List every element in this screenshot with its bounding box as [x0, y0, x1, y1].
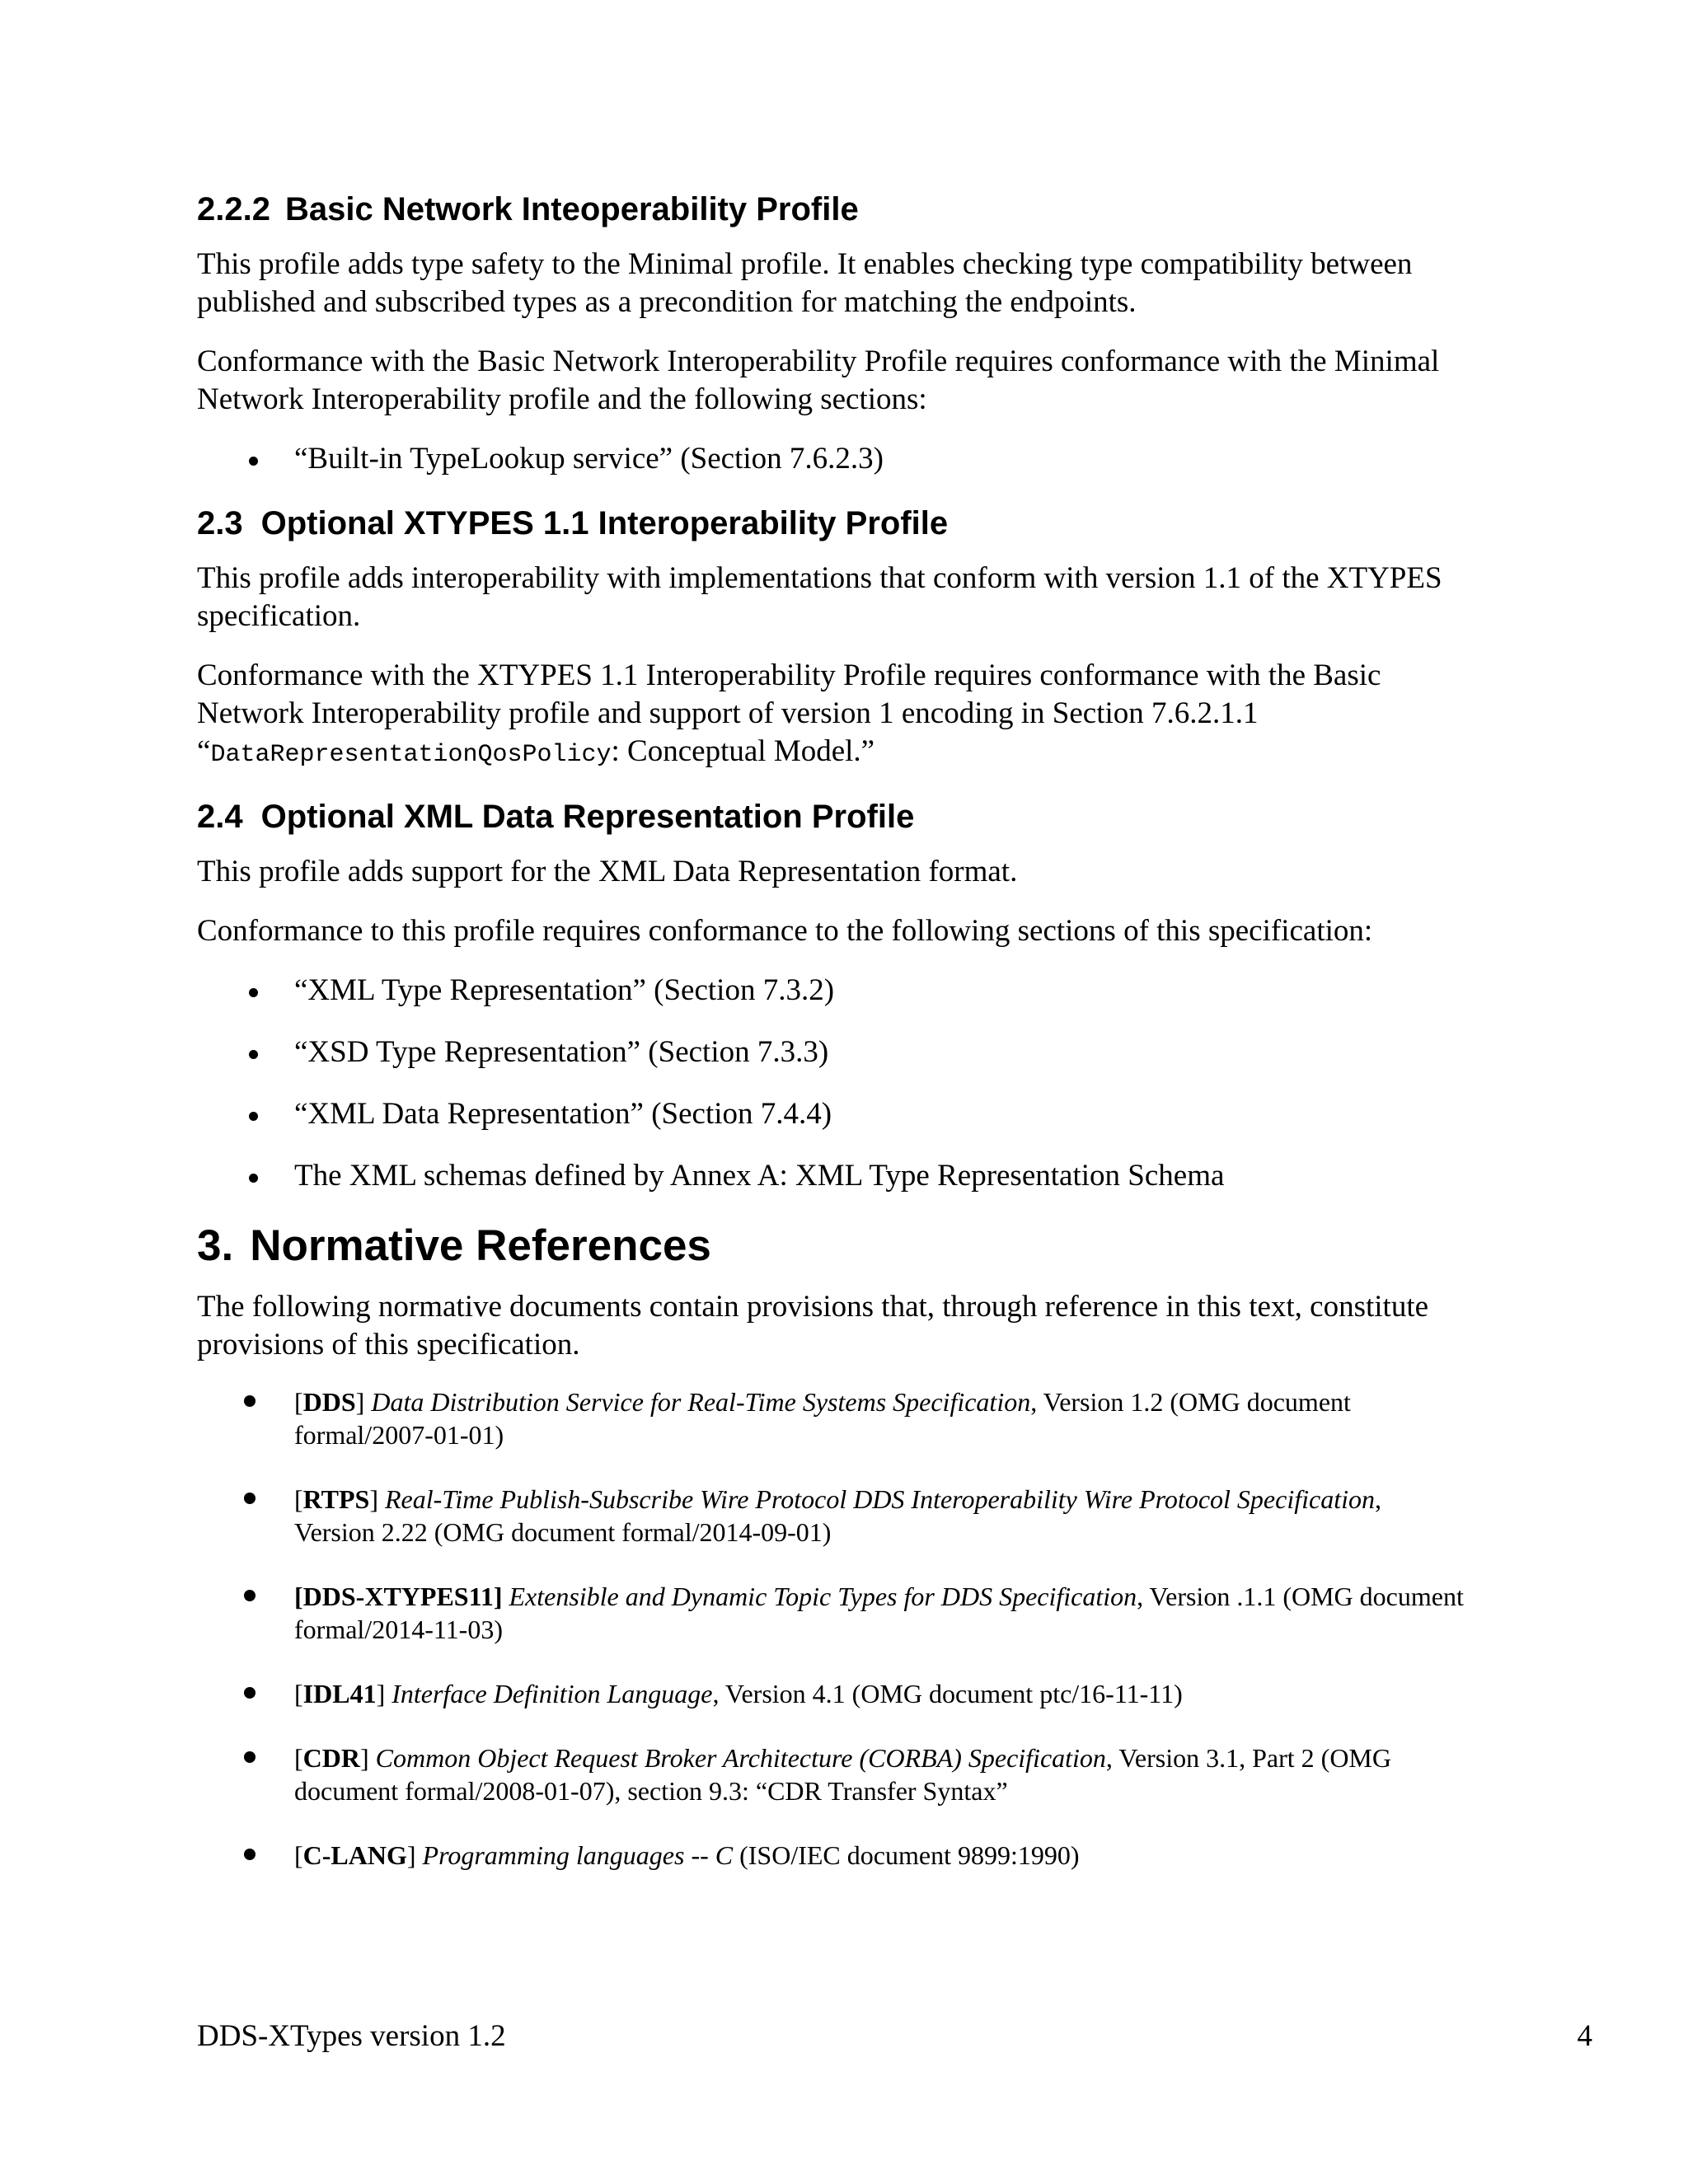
section-heading-2-3	[197, 502, 1483, 545]
chapter-number: 3.	[197, 1221, 234, 1270]
paragraph: This profile adds interoperability with implementations that conform with version 1.1 of the XTYPES specification.	[197, 561, 1442, 633]
reference-item	[197, 1483, 1483, 1549]
reference-item	[197, 1839, 1483, 1872]
paragraph: This profile adds type safety to the Minimal profile. It enables checking type compatibility between published and subscribed types as a precondition for matching the endpoints.	[197, 247, 1413, 319]
list-item-text: The XML schemas defined by Annex A: XML Type Representation Schema	[294, 1159, 1225, 1193]
reference-title: Interface Definition Language	[392, 1679, 713, 1708]
bullet-icon	[249, 457, 258, 466]
section-heading-2-2-2	[197, 188, 1483, 231]
bullet-icon	[249, 1112, 258, 1121]
paragraph: This profile adds support for the XML Data Representation format.	[197, 855, 1018, 888]
code-identifier: DataRepresentationQosPolicy	[210, 741, 612, 769]
list-item	[197, 1033, 1483, 1071]
paragraph	[197, 657, 1483, 774]
section-number: 2.4	[197, 799, 243, 835]
bracket: [	[294, 1387, 303, 1417]
section-number: 2.2.2	[197, 191, 270, 227]
list-item	[197, 1095, 1483, 1133]
list-item-text: “XML Data Representation” (Section 7.4.4)	[294, 1097, 832, 1131]
list-item	[197, 972, 1483, 1010]
bullet-icon	[244, 1395, 256, 1407]
chapter-heading-3	[197, 1219, 1483, 1273]
bracket: [	[294, 1840, 303, 1870]
list-item-text: “Built-in TypeLookup service” (Section 7.6.2.3)	[294, 442, 884, 476]
reference-tag: C-LANG	[302, 1840, 407, 1870]
reference-title: Real-Time Publish-Subscribe Wire Protocol DDS Interoperability Wire Protocol Specification	[384, 1484, 1375, 1514]
bracket: [	[294, 1743, 303, 1773]
section-title: Basic Network Inteoperability Profile	[284, 191, 859, 227]
chapter-title: Normative References	[250, 1221, 711, 1270]
bullet-icon	[244, 1590, 256, 1601]
reference-list	[197, 1385, 1483, 1872]
bullet-list	[197, 440, 1483, 478]
page-content	[197, 188, 1483, 1903]
list-item-text: “XML Type Representation” (Section 7.3.2)	[294, 973, 835, 1007]
reference-item	[197, 1741, 1483, 1807]
bracket: ]	[359, 1743, 376, 1773]
reference-title: Common Object Request Broker Architecture (CORBA) Specification	[375, 1743, 1106, 1773]
section-number: 2.3	[197, 505, 243, 541]
reference-tag: IDL41	[302, 1679, 377, 1708]
list-item-text: “XSD Type Representation” (Section 7.3.3)	[294, 1035, 829, 1069]
footer-document-title: DDS-XTypes version 1.2	[197, 2019, 506, 2053]
reference-tag: [DDS-XTYPES11]	[294, 1582, 503, 1611]
bracket: [	[294, 1679, 303, 1708]
bullet-icon	[244, 1687, 256, 1699]
paragraph: The following normative documents contain provisions that, through reference in this text, constitute provisions of this specification.	[197, 1290, 1429, 1361]
section-title: Optional XML Data Representation Profile	[260, 799, 915, 835]
reference-item	[197, 1385, 1483, 1451]
bullet-icon	[244, 1751, 256, 1763]
reference-details: (ISO/IEC document 9899:1990)	[733, 1840, 1080, 1870]
reference-title: Programming languages -- C	[422, 1840, 734, 1870]
list-item	[197, 1157, 1483, 1195]
bracket: [	[294, 1484, 303, 1514]
reference-details: , Version 3.1, Part 2 (OMG document formal/2008-01-07), section 9.3: “CDR Transfer Syntax”	[294, 1743, 1391, 1806]
bullet-icon	[244, 1493, 256, 1504]
paragraph-text: Conformance with the XTYPES 1.1 Interoperability Profile requires conformance with the Basic Network Interoperability profile and support of version 1 encoding in Section 7.6.2.1.1 “	[197, 658, 1381, 768]
reference-details: , Version 1.2 (OMG document formal/2007-01-01)	[294, 1387, 1351, 1450]
reference-details: , Version .1.1 (OMG document formal/2014-11-03)	[294, 1582, 1464, 1644]
reference-title: Extensible and Dynamic Topic Types for DDS Specification	[509, 1582, 1137, 1611]
reference-tag: RTPS	[302, 1484, 370, 1514]
reference-details: , Version 4.1 (OMG document ptc/16-11-11)	[712, 1679, 1183, 1708]
section-heading-2-4	[197, 795, 1483, 838]
paragraph: Conformance with the Basic Network Interoperability Profile requires conformance with the Minimal Network Interoperability profile and the following sections:	[197, 344, 1440, 416]
reference-title: Data Distribution Service for Real-Time Systems Specification	[371, 1387, 1031, 1417]
reference-tag: CDR	[302, 1743, 360, 1773]
bullet-icon	[244, 1849, 256, 1860]
reference-details: , Version 2.22 (OMG document formal/2014-09-01)	[294, 1484, 1381, 1547]
reference-tag: DDS	[302, 1387, 356, 1417]
bracket: ]	[406, 1840, 423, 1870]
page-number: 4	[1577, 2019, 1592, 2053]
bullet-icon	[249, 988, 258, 997]
bracket: ]	[376, 1679, 392, 1708]
section-title: Optional XTYPES 1.1 Interoperability Profile	[260, 505, 949, 541]
paragraph: Conformance to this profile requires conformance to the following sections of this specification:	[197, 914, 1373, 948]
list-item	[197, 440, 1483, 478]
reference-item	[197, 1677, 1483, 1710]
paragraph-text: : Conceptual Model.”	[611, 734, 875, 768]
bullet-icon	[249, 1050, 258, 1059]
bullet-icon	[249, 1174, 258, 1183]
bracket: ]	[355, 1387, 372, 1417]
bracket: ]	[369, 1484, 385, 1514]
reference-item	[197, 1580, 1483, 1646]
bullet-list	[197, 972, 1483, 1195]
